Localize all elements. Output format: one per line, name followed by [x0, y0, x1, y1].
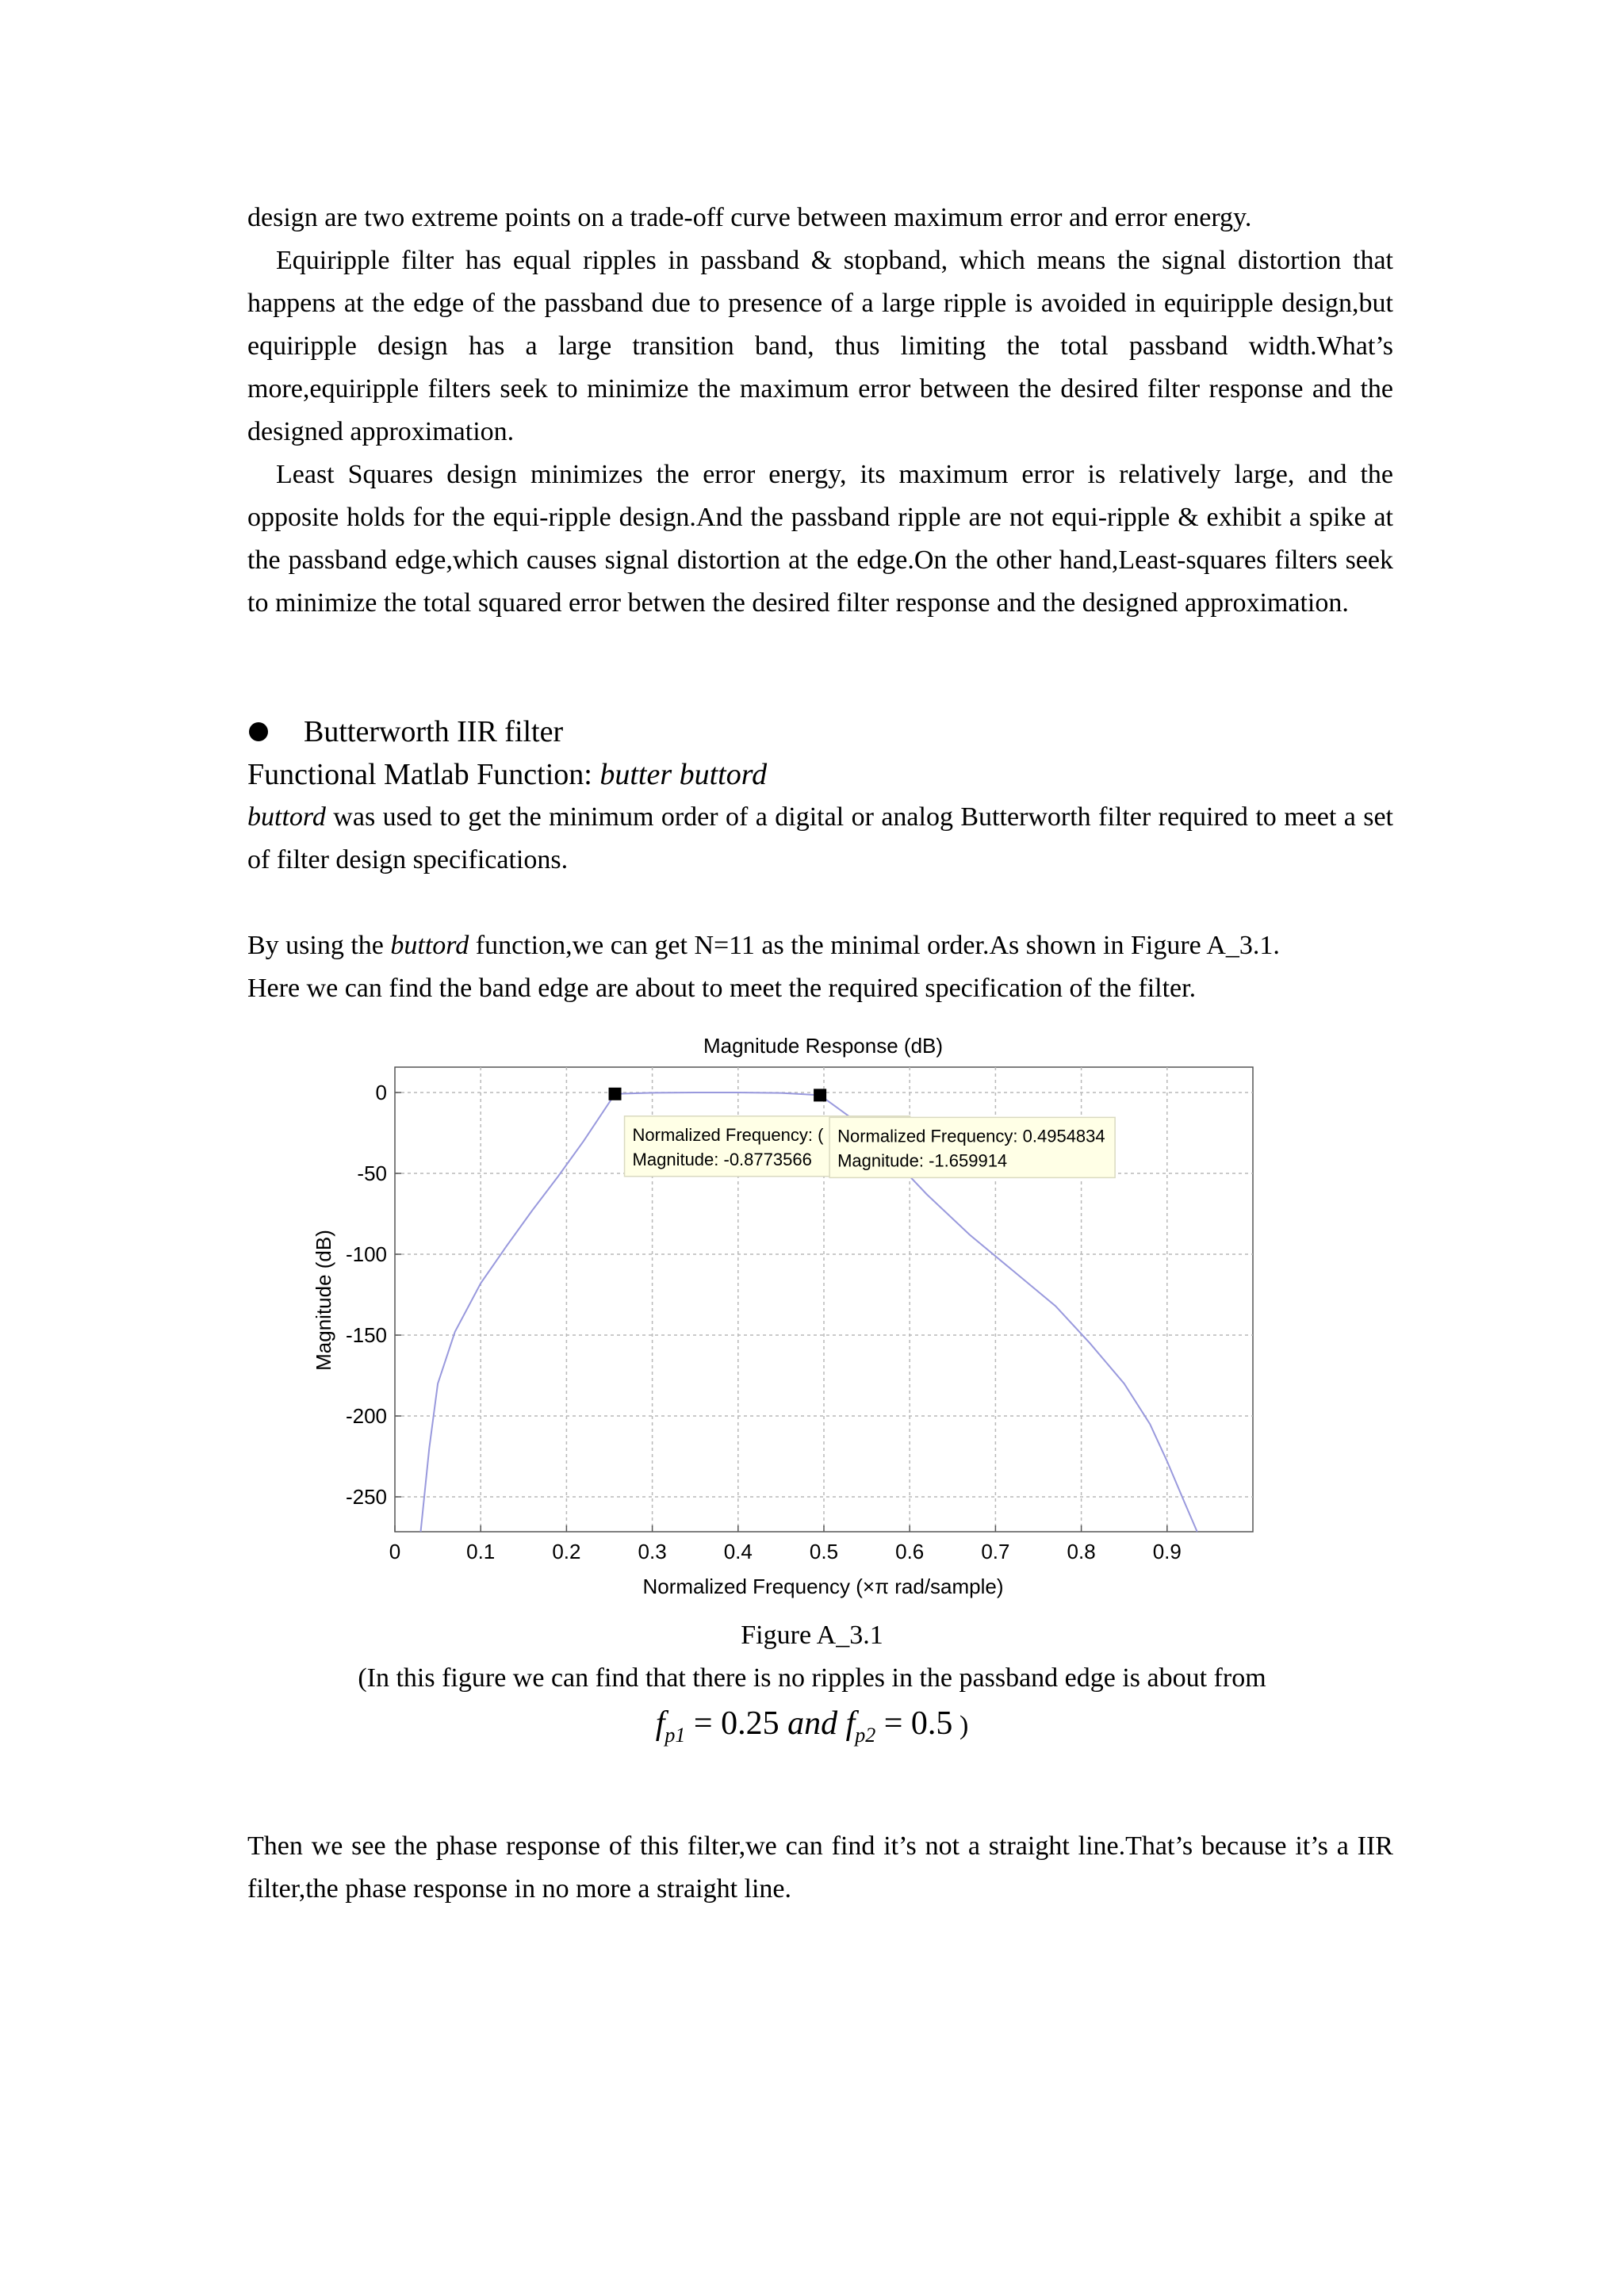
intro-paragraph: design are two extreme points on a trade-off curve between maximum error and error energy.	[247, 203, 1252, 232]
data-tip-magnitude: Magnitude: -1.659914	[837, 1150, 1008, 1171]
equiripple-paragraph: Equiripple filter has equal ripples in passband & stopband, which means the signal distortion that happens at the edge of the passband due to presence of a large ripple is avoided in equiripple design,but equiripple design has a large transition band, thus limiting the total passband width.What’s more,equiripple filters seek to minimize the maximum error between the desired filter response and the designed approximation.	[247, 246, 1393, 446]
order-sentence-pre: By using the	[247, 931, 391, 960]
figure-caption: Figure A_3.1	[741, 1621, 883, 1650]
y-tick-label: -150	[345, 1323, 387, 1347]
y-axis-label: Magnitude (dB)	[312, 1230, 335, 1371]
passband-equation	[0, 1700, 1624, 1759]
chart-title: Magnitude Response (dB)	[703, 1034, 944, 1058]
data-tip-frequency: Normalized Frequency: (	[632, 1124, 824, 1145]
buttord-description-text: was used to get the minimum order of a digital or analog Butterworth filter required to meet a set of filter design specifications.	[247, 802, 1393, 874]
x-tick-label: 0.5	[809, 1540, 839, 1563]
data-tip-marker[interactable]	[609, 1088, 622, 1100]
y-tick-label: -100	[345, 1242, 387, 1266]
x-tick-label: 0.2	[552, 1540, 581, 1563]
x-tick-label: 0.4	[723, 1540, 753, 1563]
y-tick-label: 0	[375, 1081, 387, 1104]
section-bullet-title: Butterworth IIR filter	[304, 715, 564, 748]
y-tick-labels	[346, 1081, 387, 1509]
eq-sub1: p1	[665, 1724, 686, 1747]
x-tick-label: 0.6	[895, 1540, 925, 1563]
figure-note: (In this figure we can find that there is no ripples in the passband edge is about from	[358, 1663, 1266, 1693]
function-names: butter buttord	[599, 758, 768, 791]
data-tip-frequency: Normalized Frequency: 0.4954834	[837, 1126, 1105, 1146]
y-tick-label: -250	[345, 1485, 387, 1509]
band-edge-sentence: Here we can find the band edge are about to meet the required specification of the filter.	[247, 974, 1197, 1003]
eq-sub2: p2	[855, 1724, 876, 1747]
least-squares-paragraph: Least Squares design minimizes the error energy, its maximum error is relatively large, and the opposite holds for the equi-ripple design.And the passband ripple are not equi-ripple & exhibit a spike at the passband edge,which causes signal distortion at the edge.On the other hand,Least-squares filters seek to minimize the total squared error betwen the desired filter response and the designed approximation.	[247, 460, 1393, 618]
y-tick-label: -200	[345, 1404, 387, 1428]
x-tick-labels	[389, 1540, 1182, 1563]
data-tip-marker[interactable]	[814, 1089, 826, 1101]
order-sentence-post: function,we can get N=11 as the minimal order.As shown in Figure A_3.1.	[469, 931, 1280, 960]
phase-response-paragraph: Then we see the phase response of this filter,we can find it’s not a straight line.That’s because it’s a IIR filter,the phase response in no more a straight line.	[247, 1831, 1393, 1904]
function-label: Functional Matlab Function:	[247, 758, 600, 791]
buttord-term: buttord	[247, 802, 326, 832]
x-tick-label: 0	[389, 1540, 401, 1563]
eq-f1: f	[655, 1705, 665, 1742]
order-sentence-fn: buttord	[390, 931, 469, 960]
eq-f2: f	[845, 1705, 856, 1742]
eq-close: )	[952, 1711, 969, 1740]
eq-and: and	[787, 1705, 838, 1742]
x-tick-label: 0.3	[638, 1540, 667, 1563]
x-axis-label: Normalized Frequency (×π rad/sample)	[642, 1575, 1004, 1598]
x-tick-label: 0.1	[466, 1540, 496, 1563]
eq-value2: = 0.5	[875, 1705, 953, 1742]
eq-value1: = 0.25	[685, 1705, 788, 1742]
y-tick-label: -50	[357, 1161, 387, 1185]
x-tick-label: 0.7	[981, 1540, 1010, 1563]
data-tip-magnitude: Magnitude: -0.8773566	[632, 1149, 812, 1169]
x-tick-label: 0.9	[1152, 1540, 1182, 1563]
x-tick-label: 0.8	[1067, 1540, 1096, 1563]
